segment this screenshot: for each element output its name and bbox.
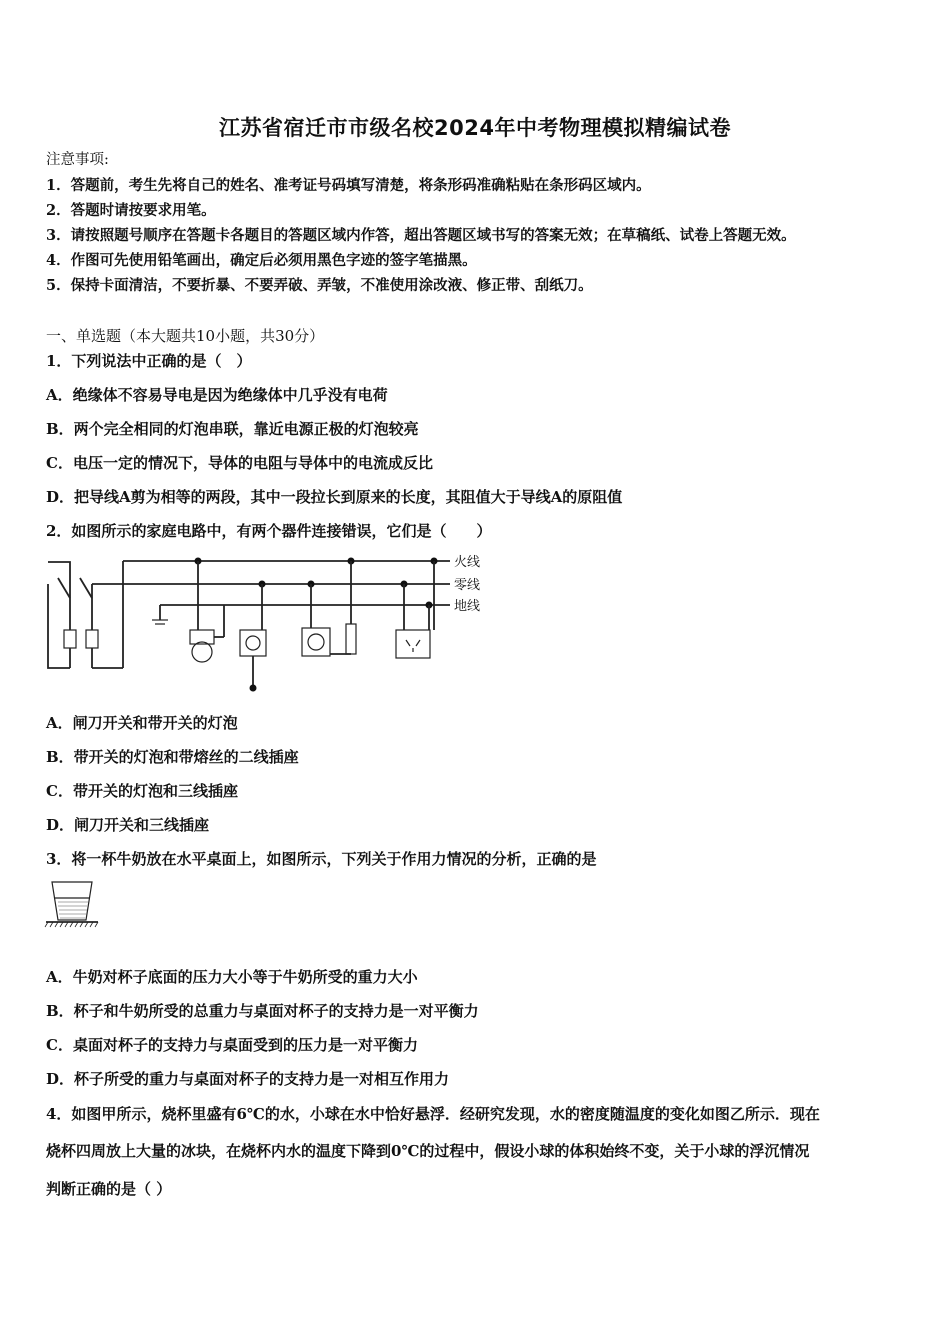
milk-cup-figure xyxy=(44,878,100,930)
notice-heading: 注意事项: xyxy=(46,152,109,168)
fuse xyxy=(330,561,356,654)
ground-wire-label: 地线 xyxy=(454,599,481,614)
question-1-option-b: B．两个完全相同的灯泡串联，靠近电源正极的灯泡较亮 xyxy=(46,420,419,438)
question-3-option-d: D．杯子所受的重力与桌面对杯子的支持力是一对相互作用力 xyxy=(46,1070,450,1088)
socket-device xyxy=(302,584,330,656)
notice-item-3: 3．请按照题号顺序在答题卡各题目的答题区域内作答，超出答题区域书写的答案无效；在草稿纸、试卷上答题无效。 xyxy=(46,227,796,244)
question-4-line-3: 判断正确的是（ ） xyxy=(46,1180,172,1198)
knife-switch xyxy=(48,561,123,668)
question-3-option-b: B．杯子和牛奶所受的总重力与桌面对杯子的支持力是一对平衡力 xyxy=(46,1002,479,1020)
question-4-line-1: 4．如图甲所示，烧杯里盛有6℃的水，小球在水中恰好悬浮．经研究发现，水的密度随温度的变化如图乙所示．现在 xyxy=(46,1105,820,1123)
question-1-stem: 1．下列说法中正确的是（ ） xyxy=(46,352,252,370)
live-wire-label: 火线 xyxy=(454,555,481,570)
question-2-option-c: C．带开关的灯泡和三线插座 xyxy=(46,782,238,800)
notice-item-4: 4．作图可先使用铅笔画出，确定后必须用黑色字迹的签字笔描黑。 xyxy=(46,252,477,269)
question-2-option-a: A．闸刀开关和带开关的灯泡 xyxy=(46,714,238,732)
household-circuit-figure xyxy=(40,548,500,698)
question-2-option-d: D．闸刀开关和三线插座 xyxy=(46,816,210,834)
two-wire-socket-with-fuse xyxy=(240,584,266,692)
notice-item-1: 1．答题前，考生先将自己的姓名、准考证号码填写清楚，将条形码准确粘贴在条形码区域内。 xyxy=(46,177,651,194)
notice-item-5: 5．保持卡面清洁，不要折暴、不要弄破、弄皱，不准使用涂改液、修正带、刮纸刀。 xyxy=(46,277,593,294)
question-3-option-a: A．牛奶对杯子底面的压力大小等于牛奶所受的重力大小 xyxy=(46,968,418,986)
section-heading: 一、单选题（本大题共10小题，共30分） xyxy=(46,327,325,345)
question-2-option-b: B．带开关的灯泡和带熔丝的二线插座 xyxy=(46,748,299,766)
ground-symbol xyxy=(152,605,168,624)
question-1-option-c: C．电压一定的情况下，导体的电阻与导体中的电流成反比 xyxy=(46,454,433,472)
exam-title: 江苏省宿迁市市级名校2024年中考物理模拟精编试卷 xyxy=(219,116,731,140)
question-1-option-a: A．绝缘体不容易导电是因为绝缘体中几乎没有电荷 xyxy=(46,386,388,404)
question-3-stem: 3．将一杯牛奶放在水平桌面上，如图所示，下列关于作用力情况的分析，正确的是 xyxy=(46,850,597,868)
question-2-stem: 2．如图所示的家庭电路中，有两个器件连接错误，它们是（ ） xyxy=(46,522,492,540)
question-1-option-d: D．把导线A剪为相等的两段，其中一段拉长到原来的长度，其阻值大于导线A的原阻值 xyxy=(46,488,623,506)
question-3-option-c: C．桌面对杯子的支持力与桌面受到的压力是一对平衡力 xyxy=(46,1036,418,1054)
three-wire-socket xyxy=(396,561,434,658)
notice-item-2: 2．答题时请按要求用笔。 xyxy=(46,202,216,219)
neutral-wire-label: 零线 xyxy=(454,578,481,593)
question-4-line-2: 烧杯四周放上大量的冰块，在烧杯内水的温度下降到0℃的过程中，假设小球的体积始终不变，关于小球的浮沉情况 xyxy=(46,1142,810,1160)
lamp-with-switch xyxy=(190,561,224,662)
